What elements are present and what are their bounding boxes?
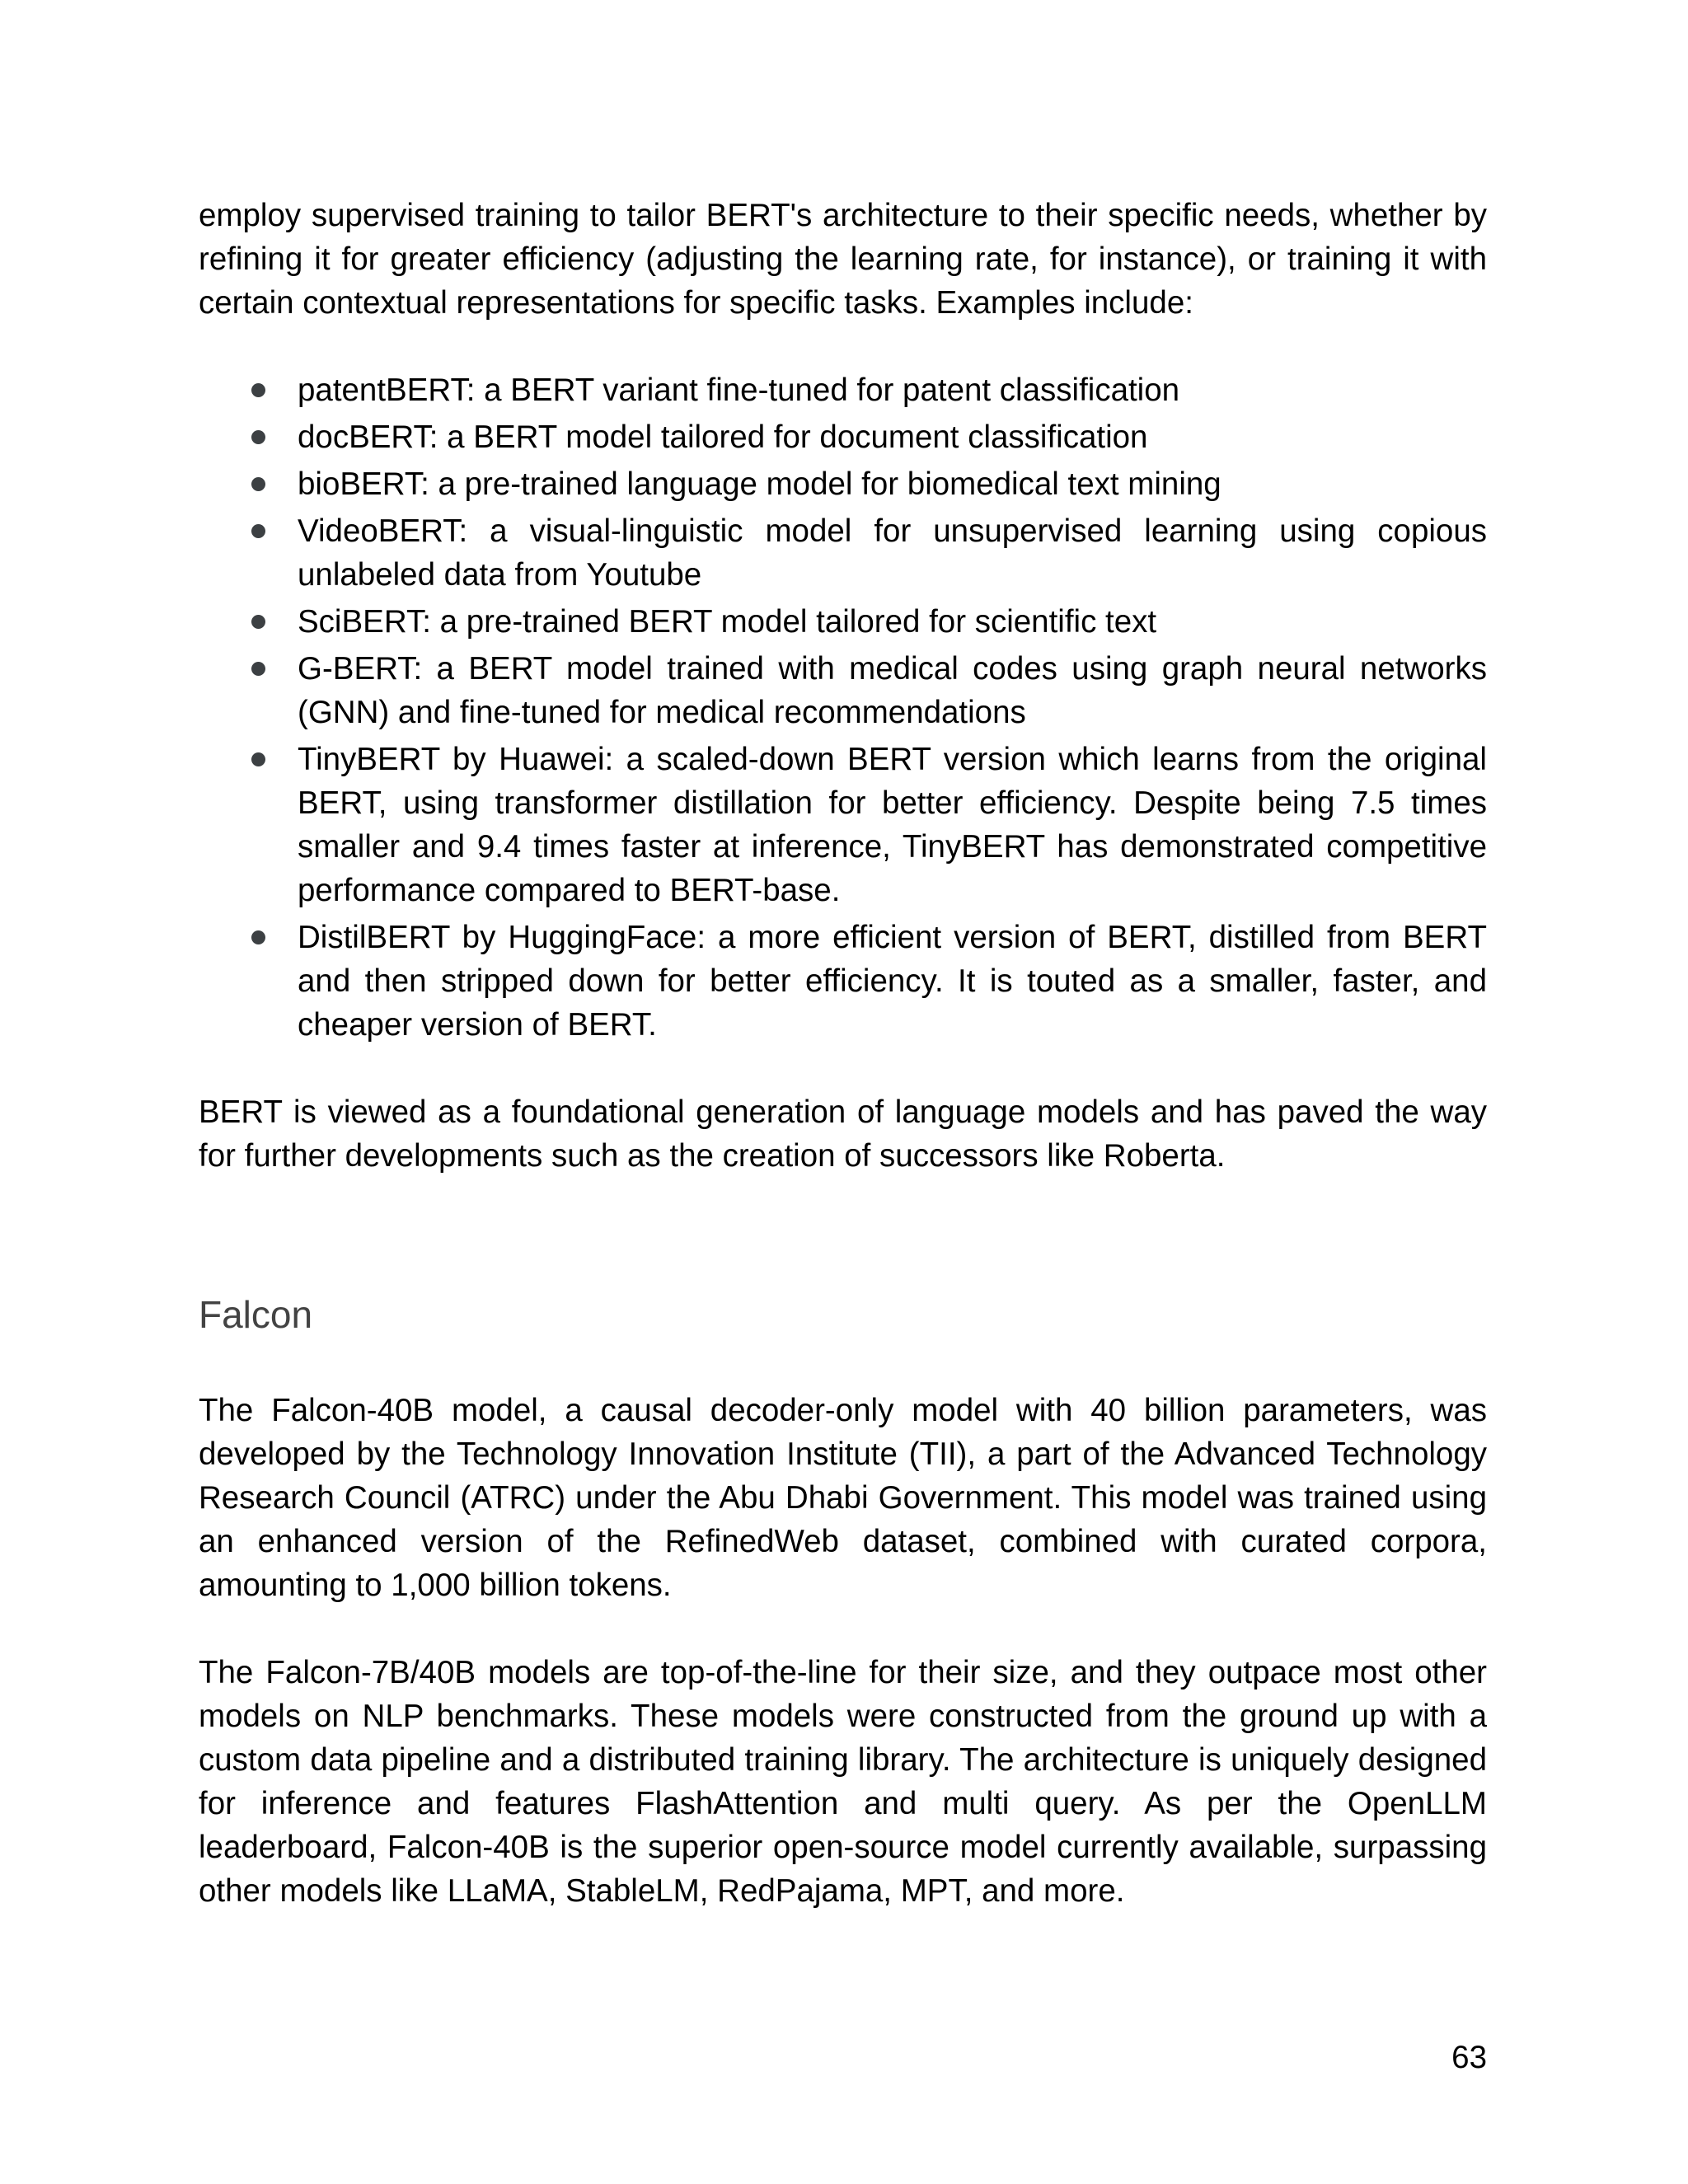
- bullet-icon: [251, 430, 265, 444]
- bullet-icon: [251, 662, 265, 676]
- list-item-text: bioBERT: a pre-trained language model for biomedical text mining: [298, 466, 1221, 502]
- intro-paragraph: employ supervised training to tailor BERT's architecture to their specific needs, whether by refining it for greater efficiency (adjusting the learning rate, for instance), or training it with certain contextual representations for specific tasks. Examples include:: [199, 198, 1487, 321]
- list-item-text: TinyBERT by Huawei: a scaled-down BERT version which learns from the original BERT, using transformer distillation for better efficiency. Despite being 7.5 times smaller and 9.4 times faster at inference, TinyBERT has demonstrated competitive performance compared to BERT-base.: [298, 742, 1487, 908]
- bert-variants-list: [199, 368, 1487, 1047]
- list-item: [199, 462, 1487, 506]
- page-content: [199, 194, 1487, 1913]
- list-item-text: DistilBERT by HuggingFace: a more efficient version of BERT, distilled from BERT and then stripped down for better efficiency. It is touted as a smaller, faster, and cheaper version of BERT.: [298, 920, 1487, 1043]
- list-item: [199, 368, 1487, 412]
- list-item-text: G-BERT: a BERT model trained with medical codes using graph neural networks (GNN) and fine-tuned for medical recommendations: [298, 651, 1487, 730]
- bert-conclusion-paragraph: BERT is viewed as a foundational generation of language models and has paved the way for further developments such as the creation of successors like Roberta.: [199, 1094, 1487, 1174]
- falcon-paragraph-2: The Falcon-7B/40B models are top-of-the-line for their size, and they outpace most other models on NLP benchmarks. These models were constructed from the ground up with a custom data pipeline and a distributed training library. The architecture is uniquely designed for inference and features FlashAttention and multi query. As per the OpenLLM leaderboard, Falcon-40B is the superior open-source model currently available, surpassing other models like LLaMA, StableLM, RedPajama, MPT, and more.: [199, 1655, 1487, 1909]
- list-item: [199, 916, 1487, 1047]
- bullet-icon: [251, 615, 265, 629]
- list-item: [199, 738, 1487, 912]
- list-item-text: VideoBERT: a visual-linguistic model for unsupervised learning using copious unlabeled data from Youtube: [298, 513, 1487, 593]
- list-item-text: patentBERT: a BERT variant fine-tuned for patent classification: [298, 373, 1180, 408]
- bullet-icon: [251, 383, 265, 397]
- list-item: [199, 509, 1487, 597]
- list-item: [199, 647, 1487, 734]
- bullet-icon: [251, 752, 265, 766]
- bullet-icon: [251, 524, 265, 538]
- falcon-paragraph-1: The Falcon-40B model, a causal decoder-only model with 40 billion parameters, was developed by the Technology Innovation Institute (TII), a part of the Advanced Technology Research Council (ATRC) under the Abu Dhabi Government. This model was trained using an enhanced version of the RefinedWeb dataset, combined with curated corpora, amounting to 1,000 billion tokens.: [199, 1393, 1487, 1603]
- list-item-text: docBERT: a BERT model tailored for document classification: [298, 419, 1148, 455]
- bullet-icon: [251, 477, 265, 491]
- list-item-text: SciBERT: a pre-trained BERT model tailored for scientific text: [298, 604, 1157, 640]
- list-item: [199, 415, 1487, 459]
- bullet-icon: [251, 930, 265, 944]
- page-number: 63: [1451, 2040, 1487, 2075]
- section-heading-falcon: Falcon: [199, 1293, 313, 1336]
- list-item: [199, 600, 1487, 644]
